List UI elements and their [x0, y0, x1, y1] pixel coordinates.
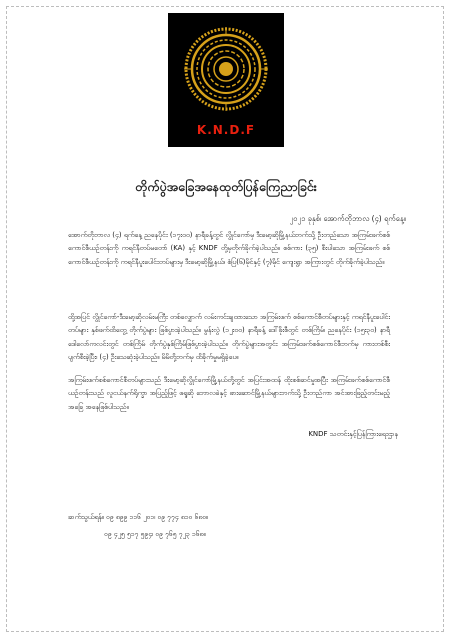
contact-line-1: ဆက်သွယ်ရန်။ ၀၉ ၈၉၉ ၁၁၆ ၂၀၁၊ ၀၉ ၇၇၄ ၈၁၀ ၆၈၀။: [68, 513, 209, 521]
signature: KNDF သတင်းနှင့်ပြန်ကြားရေးဌာန: [308, 430, 398, 438]
contact-line-2: ၀၉ ၄၂၅ ၅၁၇ ၅၉၄၊ ၀၉ ၇၆၅ ၇၂၃ ၁၆၈။: [104, 530, 206, 538]
paragraph-3: အကြမ်းဖက်စစ်ကောင်စီတပ်များသည် ဒီးမော့ဆိုလွိုင်ကော်မြို့နယ်တို့တွင် အပြင်းအထန် ထိုးစစ်ဆင်မှုအပြီး အကြမ်းဖက်စစ်ကောင်စီယဉ်တန်းသည် လူငယ်နက်ရိုက္ခာ အပြည့်ဖြင့် ဖရူဆို ဘောလခဲနှင့် ဖားဆောင်မြို့နယ်များဘက်သို့ ဦးတည်ကာ အင်အားဖြည့်တင်းမည့် အခြေ အနေဖြစ်ပါသည်။: [68, 376, 390, 411]
paragraph-1: အောက်တိုဘာလ (၄) ရက်နေ့ ညနေပိုင်း (၁၇း၀၀) နာရီခန့်တွင် လွိုင်ကော်မှ ဒီးမော့ဆိုမြို့နယ်ဘက်သို့ ဦးတည်သော အကြမ်းဖက်စစ်ကောင်စီယဉ်တန်းကို ကရင်နီတပ်မတော် (KA) နှင့် KNDF တို့မှတိုက်ခိုက်ခဲ့ပါသည်။ စစ်ကား (၃၅) စီးပါသော အကြမ်းဖက် စစ်ကောင်စီယဉ်တန်းကို ကရင်နီပူးပေါင်းတပ်များမှ ဒီးမော့ဆိုမြို့နယ်၊ စံပြ(၆)မိုင်နှင့် (၇)မိုင် ကျေးရွာ အကြားတွင် တိုက်ခိုက်ခဲ့ပါသည်။: [68, 231, 390, 266]
logo-text: K.N.D.F: [196, 123, 256, 137]
paragraph-2: ထို့အပြင် လွိုင်ကော်-ဒီးမော့ဆိုလမ်းမကြီး တစ်လျှောက် လမ်းကင်းချထားသော အကြမ်းဖက် စစ်ကောင်စီတပ်များနှင့် ကရင်နီပူးပေါင်းတပ်များ နှစ်ဖက်ထိတွေ့ တိုက်ပွဲများ ဖြစ်ပွားခဲ့ပါသည်။ မွန်းလွဲ (၁၂း၀၀) နာရီခန့် ဒေါ်ဖိုးစီတွင် တစ်ကြိမ်၊ ညနေပိုင်း (၁၅း၃၀) နာရီ ဒေါလော်ကလင်းတွင် တစ်ကြိမ် တိုက်ပွဲနှစ်ကြိမ်ဖြစ်ပွားခဲ့ပါသည်။ တိုက်ပွဲများအတွင်း အကြမ်းဖက်စစ်ကောင်စီဘက်မှ ကားတစ်စီးပျက်စီးခဲ့ပြီး၊ (၄) ဦးသေဆုံးခဲ့ပါသည်။ မိမိတို့ဘက်မှ ထိခိုက်မှုမရှိခဲ့ပေ။: [68, 313, 390, 362]
document-date: ၂၀၂၁ ခုနှစ်၊ အောက်တိုဘာလ (၄) ရက်နေ့။: [289, 214, 406, 223]
document-title: တိုက်ပွဲအခြေအနေထုတ်ပြန်ကြေညာခြင်း: [135, 179, 317, 194]
kndf-logo: [168, 13, 284, 147]
